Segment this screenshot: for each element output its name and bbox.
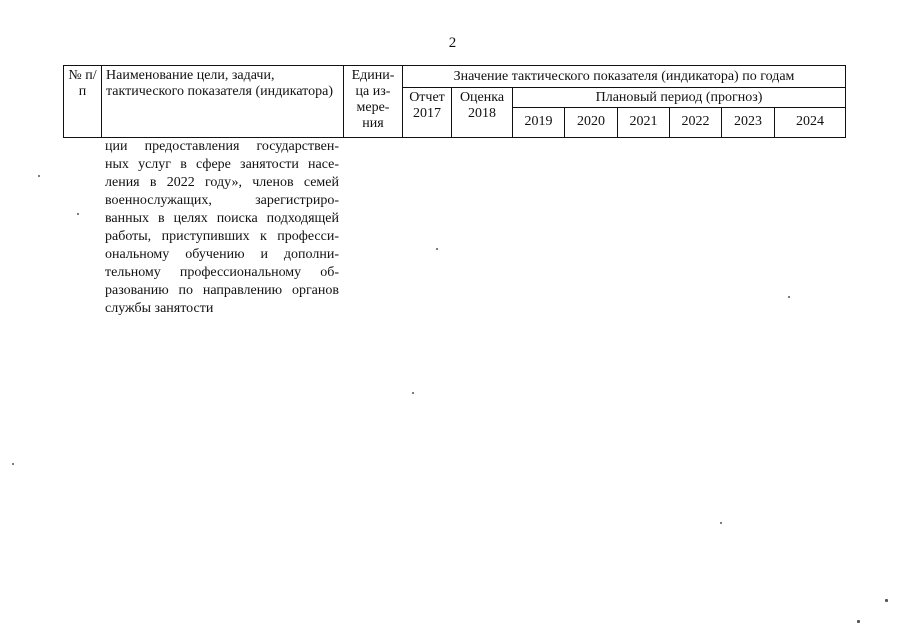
text-line: военнослужащих, зарегистриро- [105,193,339,208]
header-cell-year: 2024 [775,108,846,138]
header-cell-year: 2022 [670,108,722,138]
text-line: ональному обучению и дополни- [105,247,339,262]
unit-line: ца из- [355,84,391,99]
scan-speck [857,620,860,623]
text-line: ванных в целях поиска подходящей [105,211,339,226]
header-cell-year: 2020 [565,108,618,138]
scan-speck [12,463,14,465]
header-cell-year: 2021 [618,108,670,138]
unit-line: Едини- [351,68,395,83]
scan-speck [77,213,79,215]
indicator-header-table [63,65,846,138]
header-cell-unit [344,66,403,138]
text-line: тельному профессиональному об- [105,265,339,280]
text-line: работы, приступивших к професси- [105,229,339,244]
header-cell-values-group: Значение тактического показателя (индикатора) по годам [403,66,846,88]
header-cell-name: Наименование цели, задачи, тактического показателя (индикатора) [102,66,344,138]
unit-line: ния [362,116,384,131]
scan-speck [38,175,40,177]
text-line: ных услуг в сфере занятости насе- [105,157,339,172]
header-cell-year: 2019 [513,108,565,138]
text-line: разованию по направлению органов [105,283,339,298]
header-cell-plan-group: Плановый период (прогноз) [513,88,846,108]
scan-speck [412,392,414,394]
header-cell-report: Отчет 2017 [403,88,452,138]
header-cell-estimate: Оценка 2018 [452,88,513,138]
unit-line: мере- [356,100,390,115]
indicator-name-continuation [105,138,339,318]
scan-speck [436,248,438,250]
page-number: 2 [448,35,457,51]
scan-speck [885,599,888,602]
text-line: службы занятости [105,301,214,316]
scan-speck [788,296,790,298]
scan-speck [720,522,722,524]
header-cell-number: № п/п [64,66,102,138]
text-line: ции предоставления государствен- [105,139,339,154]
header-cell-year: 2023 [722,108,775,138]
text-line: ления в 2022 году», членов семей [105,175,339,190]
